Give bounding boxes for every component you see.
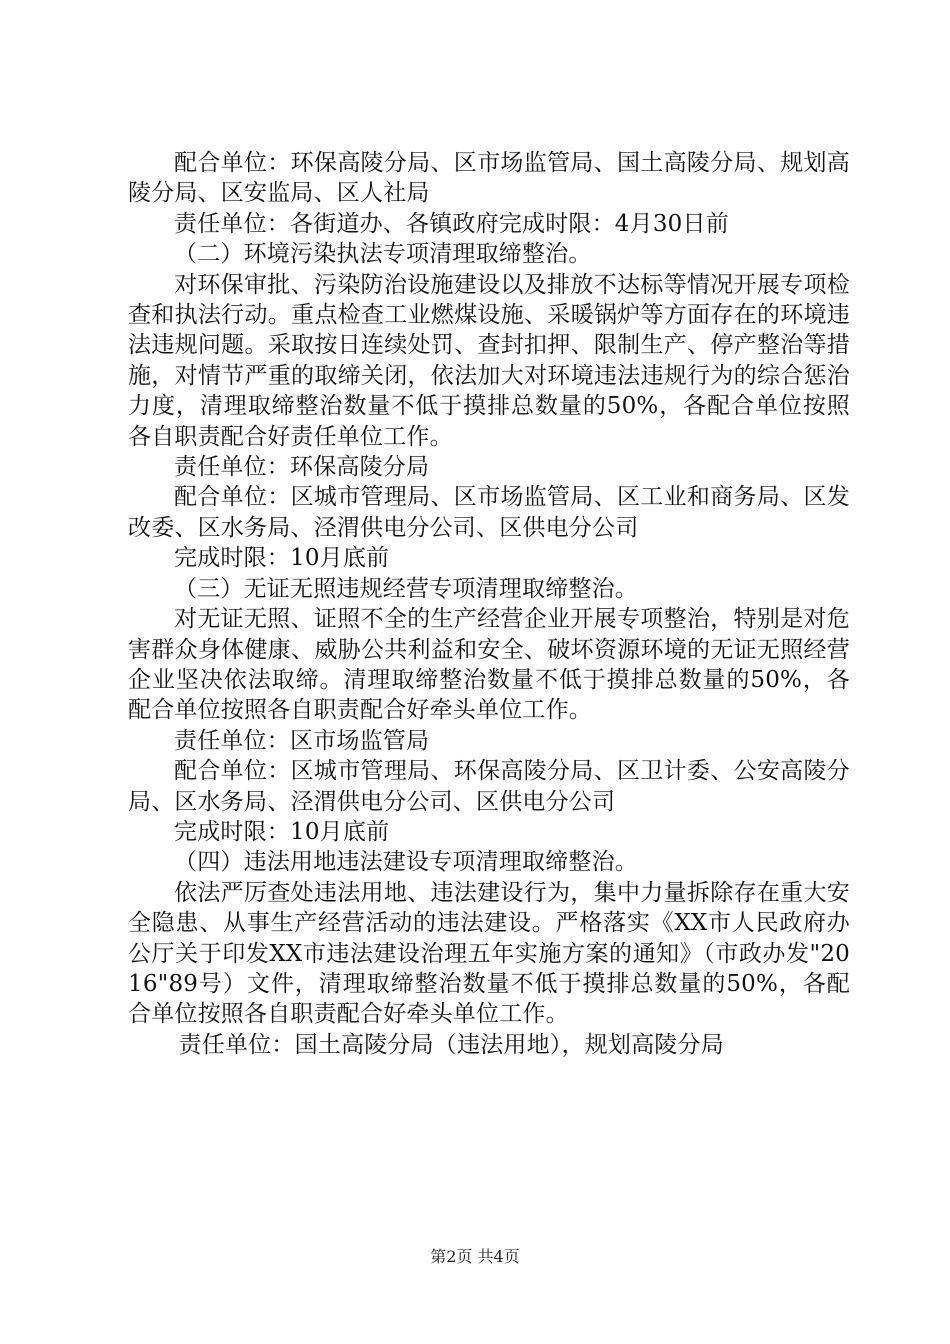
- paragraph-cooperating-units-1: 配合单位：环保高陵分局、区市场监管局、国土高陵分局、规划高陵分局、区安监局、区人社局: [128, 150, 850, 207]
- document-body: [128, 148, 850, 1060]
- paragraph-section-3-body: 对无证无照、证照不全的生产经营企业开展专项整治，特别是对危害群众身体健康、威胁公共利益和安全、破坏资源环境的无证无照经营企业坚决依法取缔。清理取缔整治数量不低于摸排总数量的50%，各配合单位按照各自职责配合好牵头单位工作。: [128, 606, 850, 724]
- paragraph-responsible-unit-2: 责任单位：环保高陵分局: [174, 454, 430, 481]
- paragraph-responsible-unit-4: 责任单位：国土高陵分局（违法用地），规划高陵分局: [178, 1031, 724, 1058]
- section-heading-2: （二）环境污染执法专项清理取缔整治。: [174, 241, 592, 268]
- section-heading-3: （三）无证无照违规经营专项清理取缔整治。: [174, 575, 638, 602]
- page-number-footer: 第2页 共4页: [430, 1247, 520, 1266]
- paragraph-section-2-body: 对环保审批、污染防治设施建设以及排放不达标等情况开展专项检查和执法行动。重点检查工业燃煤设施、采暖锅炉等方面存在的环境违法违规问题。采取按日连续处罚、查封扣押、限制生产、停产整治等措施，对情节严重的取缔关闭，依法加大对环境违法违规行为的综合惩治力度，清理取缔整治数量不低于摸排总数量的50%，各配合单位按照各自职责配合好责任单位工作。: [128, 271, 850, 450]
- paragraph-responsible-unit-3: 责任单位：区市场监管局: [174, 727, 430, 754]
- paragraph-cooperating-units-2: 配合单位：区城市管理局、区市场监管局、区工业和商务局、区发改委、区水务局、泾渭供电分公司、区供电分公司: [128, 484, 850, 541]
- paragraph-deadline-2: 完成时限：10月底前: [174, 545, 390, 572]
- paragraph-deadline-3: 完成时限：10月底前: [174, 818, 390, 845]
- section-heading-4: （四）违法用地违法建设专项清理取缔整治。: [174, 849, 638, 876]
- paragraph-responsible-unit-1: 责任单位：各街道办、各镇政府完成时限：4月30日前: [174, 210, 729, 237]
- paragraph-section-4-body: 依法严厉查处违法用地、违法建设行为，集中力量拆除存在重大安全隐患、从事生产经营活动的违法建设。严格落实《XX市人民政府办公厅关于印发XX市违法建设治理五年实施方案的通知》（市政办发"2016"89号）文件，清理取缔整治数量不低于摸排总数量的50%，各配合单位按照各自职责配合好牵头单位工作。: [128, 879, 850, 1028]
- paragraph-cooperating-units-3: 配合单位：区城市管理局、环保高陵分局、区卫计委、公安高陵分局、区水务局、泾渭供电分公司、区供电分公司: [128, 758, 850, 815]
